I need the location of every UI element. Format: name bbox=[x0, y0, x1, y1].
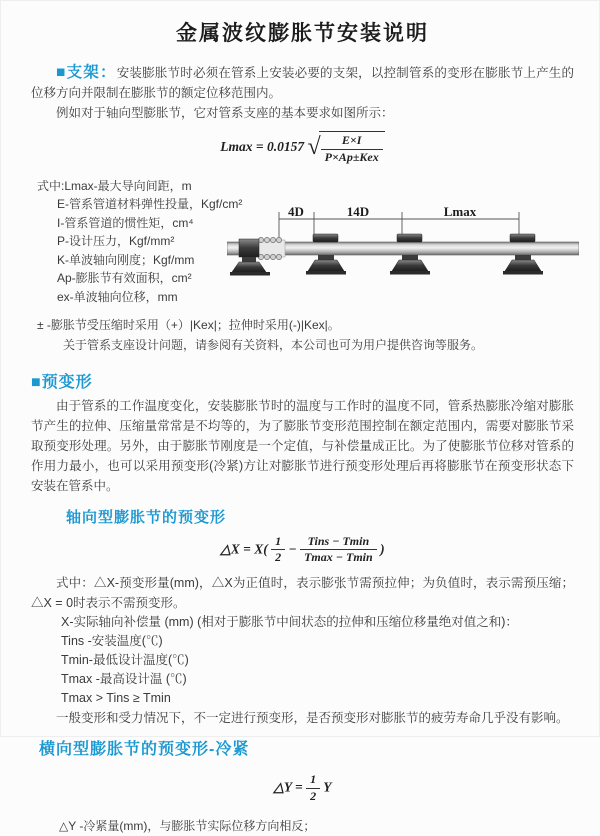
support-example-line: 例如对于轴向型膨胀节，它对管系支座的基本要求如图所示： bbox=[56, 106, 394, 120]
lateral-note-line: △Y -冷紧量(mm)，与膨胀节实际位移方向相反； bbox=[59, 818, 316, 833]
lateral-subsection-header: 横向型膨胀节的预变形-冷紧 bbox=[39, 741, 250, 759]
formula-lmax-radicand bbox=[319, 131, 385, 165]
definition-line: E-管系管道材料弹性投量，Kgf/cm² bbox=[57, 197, 243, 212]
bellows-section bbox=[257, 237, 285, 259]
definition-line: K-单波轴向刚度；Kgf/mm bbox=[57, 252, 195, 267]
support-section-header: ■支架： bbox=[56, 64, 117, 81]
definition-line: 式中:Lmax-最大导向间距，m bbox=[37, 178, 192, 193]
formula-dx-temp-fraction bbox=[300, 535, 377, 566]
axial-definition-line: Tmax -最高设计温 (℃) bbox=[61, 672, 187, 687]
support-note-service: 关于管系支座设计问题，请参阅有关资料，本公司也可为用户提供咨询等服务。 bbox=[63, 337, 484, 352]
pipe-support-diagram bbox=[227, 203, 579, 295]
formula-dx-minus: − bbox=[288, 540, 297, 556]
axial-note-line: 一般变形和受力情况下，不一定进行预变形，是否预变形对膨胀节的疲劳寿命几乎没有影响。 bbox=[56, 711, 569, 726]
dim-label-14d: 14D bbox=[346, 203, 370, 219]
axial-definition-line: Tmax > Tins ≥ Tmin bbox=[61, 691, 171, 706]
formula-dy-rhs: Y bbox=[323, 779, 332, 795]
predeform-body-paragraph: 由于管系的工作温度变化，安装膨胀节时的温度与工作时的温度不同，管系热膨胀冷缩对膨胀节产生的拉伸、压缩量常常是不均等的，为了膨胀节变形范围控制在额定范围内，需要对膨胀节采取预变形处理。另外，由于膨胀节刚度是一个定值，与补偿量成正比。为了使膨胀节位移对管系的作用力最小，也可以采用预变形(冷紧)方让对膨胀节进行预变形处理后再将膨胀节在预变形状态下安装在管系中。 bbox=[31, 398, 574, 493]
support-intro-text: 安装膨胀节时必须在管系上安装必要的支架，以控制管系的变形在膨胀节上产生的位移方向并限制在膨胀节的额定位移范围内。 bbox=[31, 66, 574, 100]
axial-definition-line: Tmin-最低设计温度(℃) bbox=[61, 653, 189, 668]
axial-definitions-list bbox=[61, 613, 574, 708]
page-title: 金属波纹膨胀节安装说明 bbox=[176, 22, 429, 45]
formula-lmax-numerator: E×I bbox=[321, 134, 383, 150]
dim-label-lmax: Lmax bbox=[443, 203, 477, 219]
formula-lmax bbox=[31, 131, 574, 165]
support-definitions-block bbox=[31, 177, 574, 315]
formula-lmax-lhs: Lmax = 0.0157 bbox=[220, 138, 305, 154]
axial-definition-line: Tins -安装温度(℃) bbox=[61, 634, 163, 649]
support-note-pm: ± -膨胀节受压缩时采用（+）|Kex|；拉伸时采用(-)|Kex|。 bbox=[37, 317, 340, 332]
dim-label-4d: 4D bbox=[288, 203, 304, 219]
formula-dx-lhs: △X = X( bbox=[220, 540, 268, 556]
axial-subsection-header: 轴向型膨胀节的预变形 bbox=[66, 508, 227, 526]
definition-line: Ap-膨胀节有效面积，cm² bbox=[57, 271, 192, 286]
axial-desc-paragraph: 式中：△X-预变形量(mm)，△X为正值时，表示膨张节需预拉伸；为负值时，表示需预压缩；△X = 0时表示不需预变形。 bbox=[31, 576, 574, 611]
formula-lmax-denominator: P×Ap±Kex bbox=[324, 149, 379, 164]
definition-line: P-设计压力，Kgf/mm² bbox=[57, 234, 175, 249]
formula-dy-half bbox=[306, 773, 320, 804]
formula-dy-num: 1 bbox=[306, 773, 320, 789]
formula-dx-half bbox=[271, 535, 285, 566]
formula-dx-temp-den: Tmax − Tmin bbox=[304, 550, 373, 565]
formula-delta-x bbox=[31, 535, 574, 566]
formula-dx-half-den: 2 bbox=[275, 550, 282, 565]
formula-lmax-sqrt bbox=[307, 131, 384, 165]
pipe-support-diagram-svg bbox=[227, 203, 579, 295]
formula-dx-half-num: 1 bbox=[271, 535, 285, 551]
support-intro-paragraph bbox=[31, 63, 574, 103]
definition-line: I-管系管道的惯性矩，cm⁴ bbox=[57, 215, 194, 230]
formula-delta-y bbox=[31, 773, 574, 804]
predeform-section-header: ■预变形 bbox=[31, 373, 93, 391]
radical-sign: √ bbox=[307, 134, 321, 160]
definition-line: ex-单波轴向位移，mm bbox=[57, 289, 178, 304]
formula-dy-den: 2 bbox=[310, 788, 317, 803]
axial-definition-line: X-实际轴向补偿量 (mm) (相对于膨胀节中间状态的拉伸和压缩位移量绝对值之和)： bbox=[61, 615, 518, 630]
formula-lmax-fraction bbox=[321, 134, 383, 165]
formula-dx-temp-num: Tins − Tmin bbox=[300, 535, 377, 551]
formula-dy-lhs: △Y = bbox=[273, 779, 303, 795]
section-support bbox=[31, 63, 574, 123]
formula-dx-close: ) bbox=[380, 540, 385, 556]
